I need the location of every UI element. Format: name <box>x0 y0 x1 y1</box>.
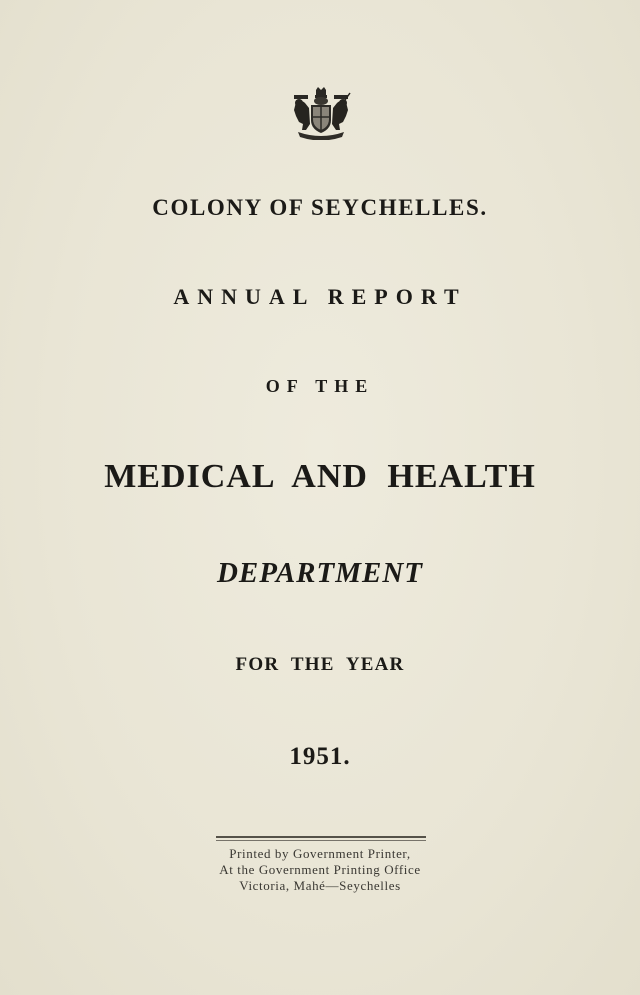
for-the-year-heading: FOR THE YEAR <box>235 654 405 675</box>
annual-report-heading: ANNUAL REPORT <box>173 284 467 309</box>
medical-health-title: MEDICAL AND HEALTH <box>104 458 536 495</box>
department-title: DEPARTMENT <box>216 557 424 589</box>
colony-heading: COLONY OF SEYCHELLES. <box>152 195 488 220</box>
imprint-line-1: Printed by Government Printer, <box>229 846 411 861</box>
report-year: 1951. <box>289 743 351 770</box>
royal-coat-of-arms-icon <box>290 86 352 140</box>
imprint-line-3: Victoria, Mahé—Seychelles <box>239 878 401 893</box>
imprint-rule <box>216 836 426 838</box>
imprint-line-2: At the Government Printing Office <box>219 862 421 877</box>
of-the-heading: OF THE <box>265 376 375 396</box>
imprint-rule-thin <box>216 840 426 841</box>
printer-imprint <box>0 846 640 894</box>
